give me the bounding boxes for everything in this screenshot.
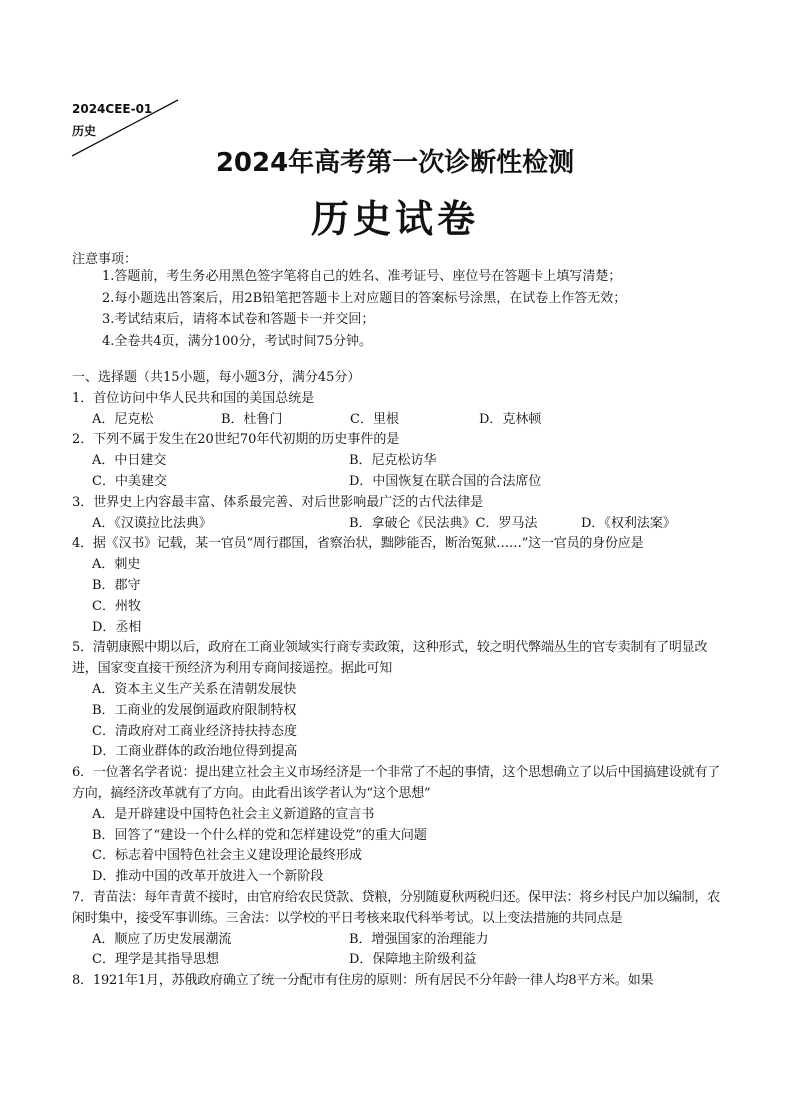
question-2-options [92,451,722,472]
option: C．州牧 [92,598,141,614]
option: A．是开辟建设中国特色社会主义新道路的宣言书 [92,806,375,822]
paper-code-box [72,98,152,142]
question-7-options [92,930,722,951]
option: D．中国恢复在联合国的合法席位 [349,473,542,489]
question-section [72,368,722,992]
note-item: 4.全卷共4页，满分100分，考试时间75分钟。 [102,333,373,349]
option: D．克林顿 [479,411,542,427]
question-8-stem: 8．1921年1月，苏俄政府确立了统一分配市有住房的原则：所有居民不分年龄一律人均8平方米。如果 [72,973,654,989]
note-item: 2.每小题选出答案后，用2B铅笔把答题卡上对应题目的答案标号涂黑，在试卷上作答无效； [102,290,627,306]
question-3-stem: 3．世界史上内容最丰富、体系最完善、对后世影响最广泛的古代法律是 [72,494,484,510]
option: D．丞相 [92,619,142,635]
subject-label: 历史 [72,124,97,138]
option: C．中美建交 [92,473,167,489]
option: C．理学是其指导思想 [92,952,219,968]
option: B．郡守 [92,577,141,593]
option: C．标志着中国特色社会主义建设理论最终形成 [92,848,362,864]
option: A．刺史 [92,557,141,573]
question-3-options [92,514,722,535]
option: D．保障地主阶级利益 [349,952,477,968]
exam-subtitle: 历史试卷 [310,197,479,241]
option: B．拿破仑《民法典》C．罗马法 [349,515,538,531]
option: A．中日建交 [92,453,167,469]
paper-code: 2024CEE-01 [72,102,153,116]
question-1-stem: 1．首位访问中华人民共和国的美国总统是 [72,390,315,406]
option: B．杜鲁门 [221,411,283,427]
option: C．里根 [350,411,399,427]
question-6-stem: 6．一位著名学者说：提出建立社会主义市场经济是一个非常了不起的事情，这个思想确立了以后中国搞建设就有了方向，搞经济改革就有了方向。由此看出该学者认为“这个思想” [72,765,721,801]
question-4-stem: 4．据《汉书》记载，某一官员“周行郡国，省察治状，黜陟能否，断治冤狱……”这一官员的身份应是 [72,536,644,552]
option: A．尼克松 [92,411,154,427]
option: C．清政府对工商业经济持扶持态度 [92,723,297,739]
question-7-options [92,950,722,971]
option: B．增强国家的治理能力 [349,931,489,947]
option: A．资本主义生产关系在清朝发展快 [92,681,297,697]
option: B．回答了“建设一个什么样的党和怎样建设党”的重大问题 [92,827,427,843]
option: D．推动中国的改革开放进入一个新阶段 [92,869,324,885]
notes-heading: 注意事项： [72,252,138,267]
section-heading: 一、选择题（共15小题，每小题3分，满分45分） [72,370,361,385]
notes-list [102,266,626,352]
question-2-stem: 2．下列不属于发生在20世纪70年代初期的历史事件的是 [72,432,400,448]
option: B．工商业的发展倒逼政府限制特权 [92,702,297,718]
option: A．顺应了历史发展潮流 [92,931,232,947]
option: B．尼克松访华 [349,453,437,469]
note-item: 1.答题前，考生务必用黑色签字笔将自己的姓名、准考证号、座位号在答题卡上填写清楚； [102,269,622,284]
question-1-options [92,410,722,431]
question-5-stem: 5．清朝康熙中期以后，政府在工商业领域实行商专卖政策，这种形式，较之明代弊端丛生的官专卖制有了明显改进，国家变直接干预经济为利用专商间接遥控。据此可知 [72,640,708,677]
question-7-stem: 7．青苗法：每年青黄不接时，由官府给农民贷款、贷粮，分别随夏秋两税归还。保甲法：将乡村民户加以编制，农闲时集中，接受军事训练。三舍法：以学校的平日考核来取代科举考试。以上变法措施的共同点是 [72,889,721,926]
question-2-options [92,472,722,493]
note-item: 3.考试结束后，请将本试卷和答题卡一并交回； [102,312,375,327]
option: A．《汉谟拉比法典》 [92,515,212,531]
exam-title: 2024年高考第一次诊断性检测 [215,148,575,178]
option: D．工商业群体的政治地位得到提高 [92,744,298,760]
option: D．《权利法案》 [581,515,676,531]
